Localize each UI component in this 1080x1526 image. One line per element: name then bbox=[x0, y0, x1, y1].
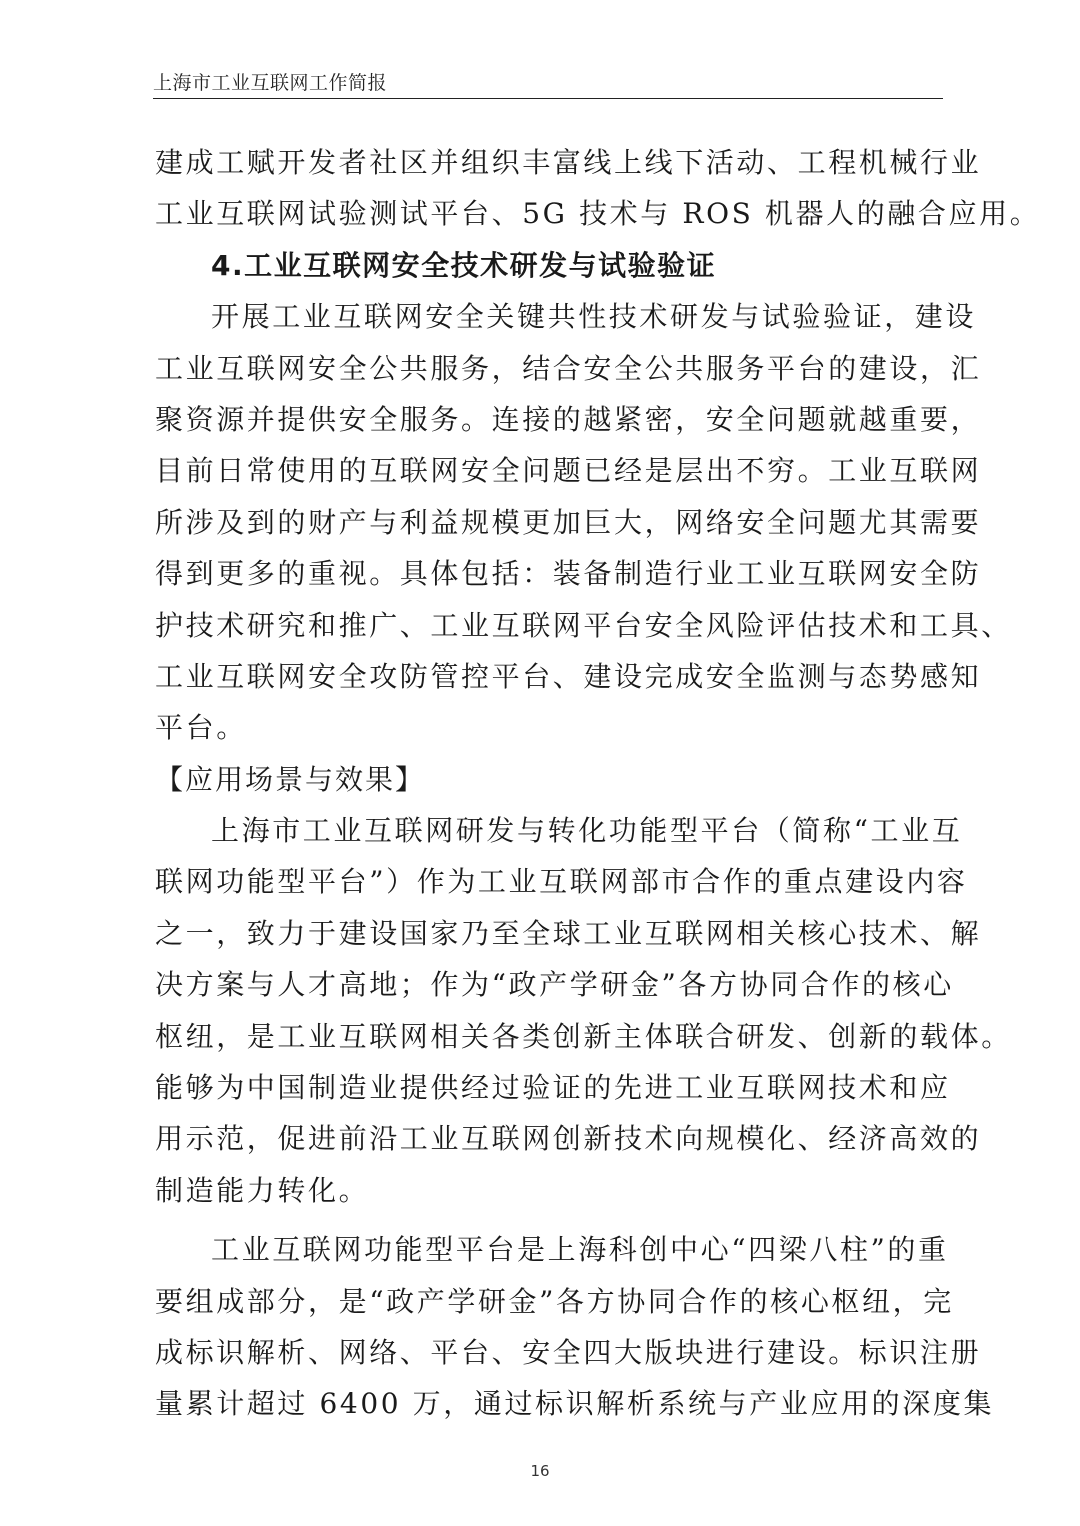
paragraph-line: 成标识解析、网络、平台、安全四大版块进行建设。标识注册 bbox=[155, 1335, 982, 1369]
paragraph-line: 聚资源并提供安全服务。连接的越紧密，安全问题就越重要， bbox=[155, 402, 982, 436]
paragraph-gap bbox=[155, 1216, 941, 1224]
paragraph-line: 量累计超过 6400 万，通过标识解析系统与产业应用的深度集 bbox=[155, 1387, 995, 1421]
paragraph-line: 制造能力转化。 bbox=[155, 1173, 370, 1207]
paragraph-line: 联网功能型平台”）作为工业互联网部市合作的重点建设内容 bbox=[155, 865, 968, 899]
paragraph-line: 枢纽，是工业互联网相关各类创新主体联合研发、创新的载体。 bbox=[155, 1019, 1012, 1053]
page-number: 16 bbox=[530, 1462, 550, 1480]
section-heading: 【应用场景与效果】 bbox=[155, 762, 426, 796]
paragraph-line: 工业互联网功能型平台是上海科创中心“四梁八柱”的重 bbox=[211, 1233, 949, 1267]
paragraph-line: 要组成部分，是“政产学研金”各方协同合作的核心枢纽，完 bbox=[155, 1284, 954, 1318]
paragraph-line: 平台。 bbox=[155, 711, 247, 745]
paragraph-line: 能够为中国制造业提供经过验证的先进工业互联网技术和应 bbox=[155, 1071, 951, 1105]
paragraph-line: 开展工业互联网安全关键共性技术研发与试验验证，建设 bbox=[211, 300, 977, 334]
paragraph-line: 目前日常使用的互联网安全问题已经是层出不穷。工业互联网 bbox=[155, 454, 982, 488]
page-header bbox=[153, 66, 943, 99]
paragraph-line: 用示范，促进前沿工业互联网创新技术向规模化、经济高效的 bbox=[155, 1122, 982, 1156]
document-body bbox=[155, 137, 1041, 1430]
paragraph-line: 之一，致力于建设国家乃至全球工业互联网相关核心技术、解 bbox=[155, 916, 982, 950]
paragraph-line: 得到更多的重视。具体包括：装备制造行业工业互联网安全防 bbox=[155, 557, 982, 591]
paragraph-line: 所涉及到的财产与利益规模更加巨大，网络安全问题尤其需要 bbox=[155, 505, 982, 539]
section-heading: 4.工业互联网安全技术研发与试验验证 bbox=[211, 248, 717, 282]
paragraph-line: 工业互联网安全攻防管控平台、建设完成安全监测与态势感知 bbox=[155, 659, 982, 693]
paragraph-line: 工业互联网安全公共服务，结合安全公共服务平台的建设，汇 bbox=[155, 351, 982, 385]
header-title: 上海市工业互联网工作简报 bbox=[153, 72, 388, 94]
paragraph-line: 工业互联网试验测试平台、5G 技术与 ROS 机器人的融合应用。 bbox=[155, 197, 1041, 231]
paragraph-line: 护技术研究和推广、工业互联网平台安全风险评估技术和工具、 bbox=[155, 608, 1012, 642]
paragraph-line: 建成工赋开发者社区并组织丰富线上线下活动、工程机械行业 bbox=[155, 146, 982, 179]
paragraph-line: 决方案与人才高地；作为“政产学研金”各方协同合作的核心 bbox=[155, 968, 954, 1002]
paragraph-line: 上海市工业互联网研发与转化功能型平台（简称“工业互 bbox=[211, 814, 963, 848]
